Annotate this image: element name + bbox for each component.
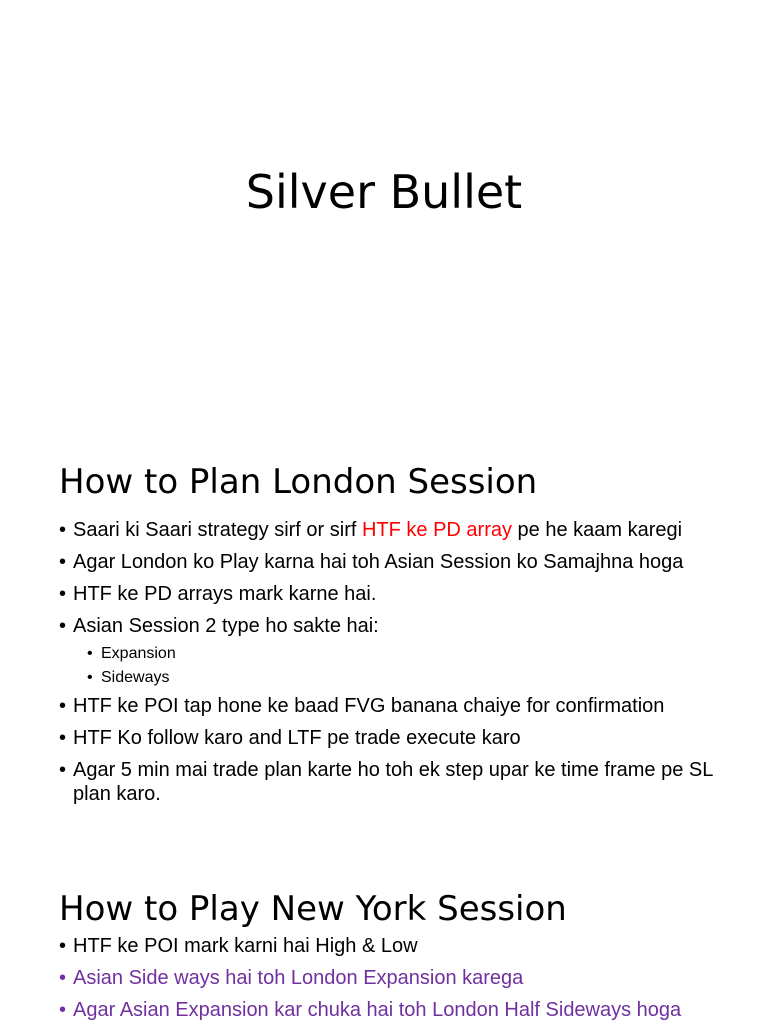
list-item: • HTF Ko follow karo and LTF pe trade execute karo [59,726,719,750]
new-york-bullet-list [59,934,739,1024]
bullet-text: pe he kaam karegi [512,519,683,541]
london-bullet-list [59,518,719,814]
list-item: • HTF ke PD arrays mark karne hai. [59,582,719,606]
list-item: • Agar Asian Expansion kar chuka hai toh London Half Sideways hoga [59,998,739,1022]
section-heading-london: How to Plan London Session [59,462,538,502]
bullet-text: Saari ki Saari strategy sirf or sirf [73,519,362,541]
list-item: • Asian Session 2 type ho sakte hai: [59,614,719,638]
list-item: • HTF ke POI tap hone ke baad FVG banana chaiye for confirmation [59,694,719,718]
sub-list-item: • Expansion [87,644,719,664]
highlighted-text: HTF ke PD array [361,519,512,541]
list-item: • Agar London ko Play karna hai toh Asian Session ko Samajhna hoga [59,550,719,574]
list-item: • Agar 5 min mai trade plan karte ho toh ek step upar ke time frame pe SL plan karo. [59,758,719,806]
sub-list [59,644,719,688]
sub-list-item: • Sideways [87,668,719,688]
list-item: • HTF ke POI mark karni hai High & Low [59,934,739,958]
list-item: • Asian Side ways hai toh London Expansion karega [59,966,739,990]
section-heading-new-york: How to Play New York Session [59,889,567,929]
page-title: Silver Bullet [245,165,523,219]
list-item [59,518,719,542]
